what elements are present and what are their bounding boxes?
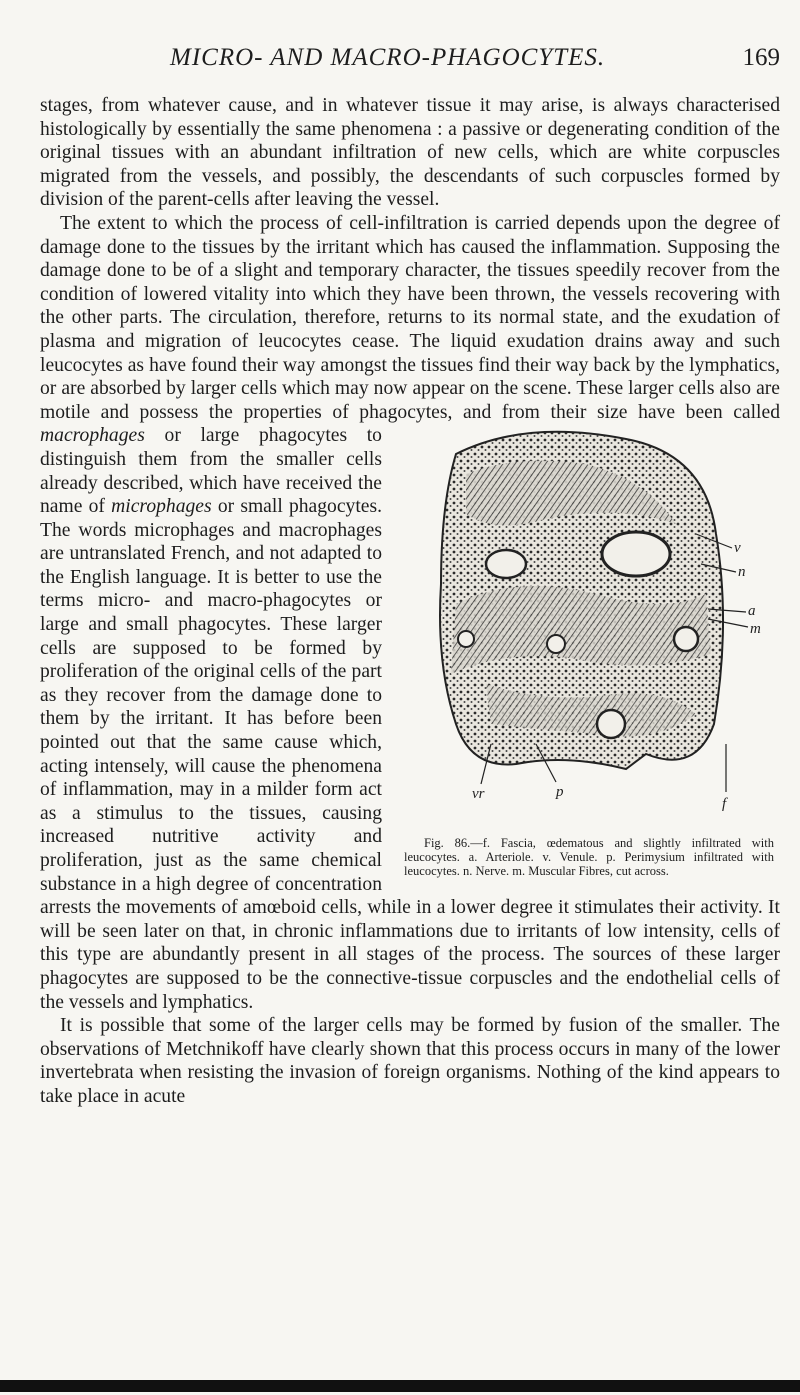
paragraph-2-part-a: The extent to which the process of cell-infiltration is carried depends upon the degree of damage done to the tissues by the irritant which has caused the inflammation. Supposing the damage done to be of a slight and temporary character, the tissues speedily recover from the condition of lowered vitality into which they have been thrown, the vessels recovering with the other parts. The circulation, therefore, returns to its normal state, and the exudation of plasma and migration of leucocytes cease. The liquid exudation drains away and such leucocytes as have found their way amongst the tissues find their way back by the lymphatics, or are absorbed by larger cells which may now appear on the scene. These larger cells also are motile and possess the properties of phagocytes, and from their size have been called [40, 212, 780, 423]
histology-illustration [396, 424, 780, 836]
paragraph-2 [40, 212, 780, 1014]
bottom-border [0, 1380, 800, 1392]
label-f: f [722, 796, 727, 813]
figure-caption: Fig. 86.—f. Fascia, œdematous and slightly infiltrated with leucocytes. a. Arteriole. v. Venule. p. Perimysium infiltrated with leucocytes. n. Nerve. m. Muscular Fibres, cut across. [404, 836, 774, 879]
paragraph-2-part-c: or small phagocytes. The words microphages and macrophages are untranslated French, and not adapted to the English language. It is better to use the terms micro- and macro-phagocytes or large and small phagocytes. These larger cells are supposed to be formed by proliferation of the original cells of the part as they recover from the damage done to them by the irritant. It has before been pointed out that the same cause which, acting intensely, will cause the phenomena of inflammation, may in a milder form act as a stimulus to the tissues, causing increased nutritive activity and proliferation, just as the same chemical substance in a high degree of concentration arrests the movements of amœboid cells, while in a lower degree it stimulates their activity. It will be seen later on that, in chronic inflammations due to irritants of low intensity, cells of this type are abundantly present in all stages of the process. The sources of these larger phagocytes are supposed to be the connective-tissue corpuscles and the endothelial cells of the vessels and lymphatics. [40, 496, 780, 1013]
label-a: a [748, 603, 756, 620]
paragraph-3: It is possible that some of the larger cells may be formed by fusion of the smaller. The observations of Metchnikoff have clearly shown that this process occurs in many of the lower invertebrata when resisting the invasion of foreign organisms. Nothing of the kind appears to take place in acute [40, 1015, 780, 1107]
label-n: n [738, 564, 746, 581]
term-macrophages: macrophages [40, 425, 145, 447]
arteriole-vessel [602, 532, 670, 576]
tissue-section [440, 432, 723, 769]
figure-86 [396, 424, 780, 878]
label-vr: vr [472, 786, 485, 803]
paragraph-2-part-b: or large phagocytes to distinguish them from the smaller cells already described, which have received the name of [40, 425, 382, 518]
venule-vessel [486, 550, 526, 578]
running-title: MICRO- AND MACRO-PHAGOCYTES. [170, 44, 606, 71]
label-p: p [556, 784, 564, 801]
page-header [40, 44, 780, 84]
paragraph-1: stages, from whatever cause, and in whatever tissue it may arise, is always characterised histologically by essentially the same phenomena : a passive or degenerating condition of the original tissues with an abundant infiltration of new cells, which are white corpuscles migrated from the vessels, and possibly, the descendants of such corpuscles formed by division of the parent-cells after leaving the vessel. [40, 95, 780, 211]
term-microphages: microphages [111, 496, 212, 518]
nerve-section [674, 627, 698, 651]
body-text [40, 94, 780, 1109]
label-v: v [734, 540, 741, 557]
page-number: 169 [742, 44, 780, 71]
label-m: m [750, 621, 761, 638]
